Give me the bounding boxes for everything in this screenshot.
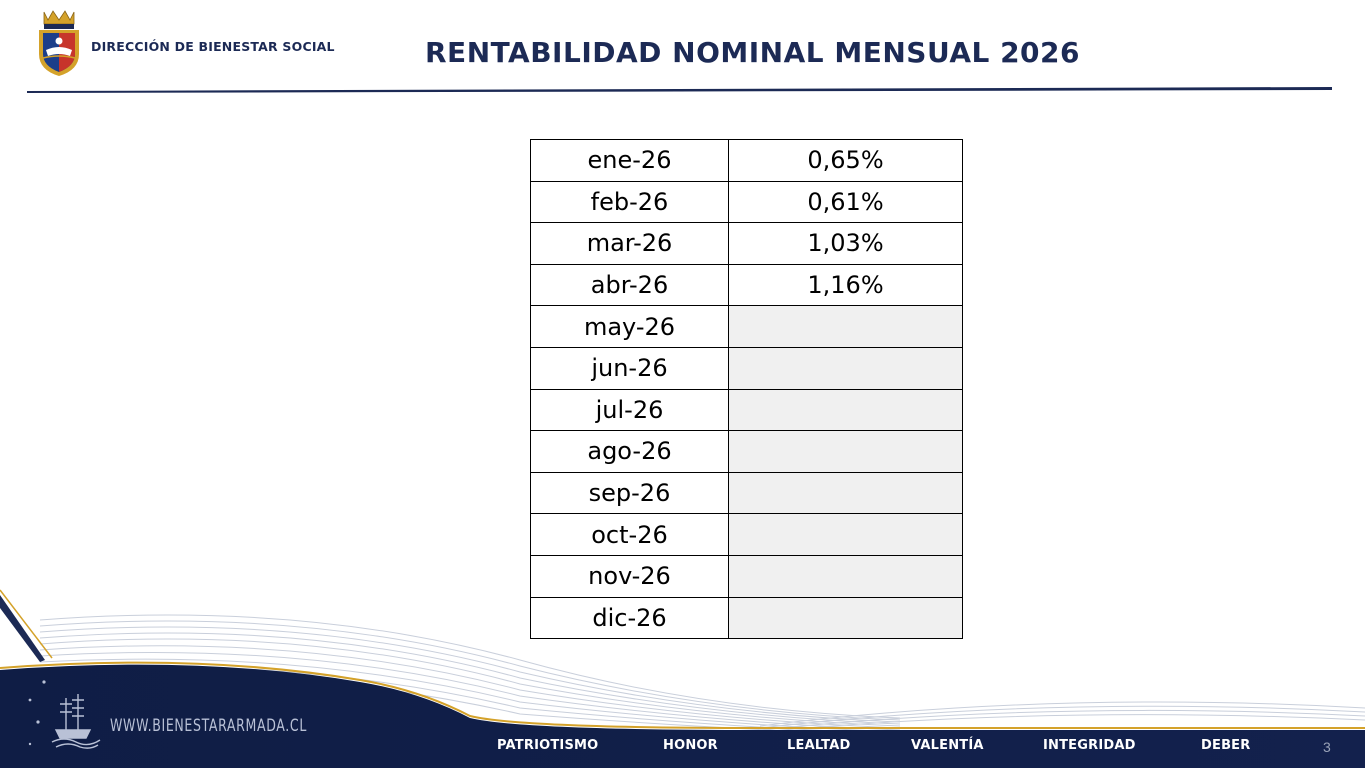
month-cell: jun-26	[531, 347, 729, 389]
month-cell: dic-26	[531, 597, 729, 639]
page-title: RENTABILIDAD NOMINAL MENSUAL 2026	[425, 36, 1081, 69]
return-value-cell: 0,65%	[729, 140, 963, 182]
value-patriotismo: PATRIOTISMO	[497, 738, 599, 753]
return-value-cell: 1,16%	[729, 264, 963, 306]
value-integridad: INTEGRIDAD	[1043, 738, 1136, 753]
month-cell: may-26	[531, 306, 729, 348]
return-value-cell	[729, 472, 963, 514]
return-value-cell: 1,03%	[729, 223, 963, 265]
header-divider	[27, 85, 1332, 93]
return-value-cell	[729, 431, 963, 473]
table-row	[531, 140, 963, 182]
value-honor: HONOR	[663, 738, 718, 753]
table-row	[531, 223, 963, 265]
values-bar	[0, 736, 1365, 758]
month-cell: sep-26	[531, 472, 729, 514]
month-cell: nov-26	[531, 555, 729, 597]
month-cell: jul-26	[531, 389, 729, 431]
website-url[interactable]: WWW.BIENESTARARMADA.CL	[110, 716, 307, 736]
page-number: 3	[1323, 739, 1331, 755]
return-value-cell	[729, 389, 963, 431]
navy-crest-icon	[36, 8, 82, 78]
return-value-cell	[729, 306, 963, 348]
organization-name: DIRECCIÓN DE BIENESTAR SOCIAL	[91, 39, 335, 54]
month-cell: abr-26	[531, 264, 729, 306]
month-cell: ago-26	[531, 431, 729, 473]
value-valentia: VALENTÍA	[911, 738, 984, 753]
table-row	[531, 431, 963, 473]
table-row	[531, 264, 963, 306]
month-cell: feb-26	[531, 181, 729, 223]
return-value-cell: 0,61%	[729, 181, 963, 223]
table-row	[531, 181, 963, 223]
table-row	[531, 389, 963, 431]
value-lealtad: LEALTAD	[787, 738, 851, 753]
month-cell: oct-26	[531, 514, 729, 556]
month-cell: mar-26	[531, 223, 729, 265]
month-cell: ene-26	[531, 140, 729, 182]
value-deber: DEBER	[1201, 738, 1251, 753]
table-row	[531, 306, 963, 348]
table-row	[531, 472, 963, 514]
return-value-cell	[729, 347, 963, 389]
table-row	[531, 347, 963, 389]
